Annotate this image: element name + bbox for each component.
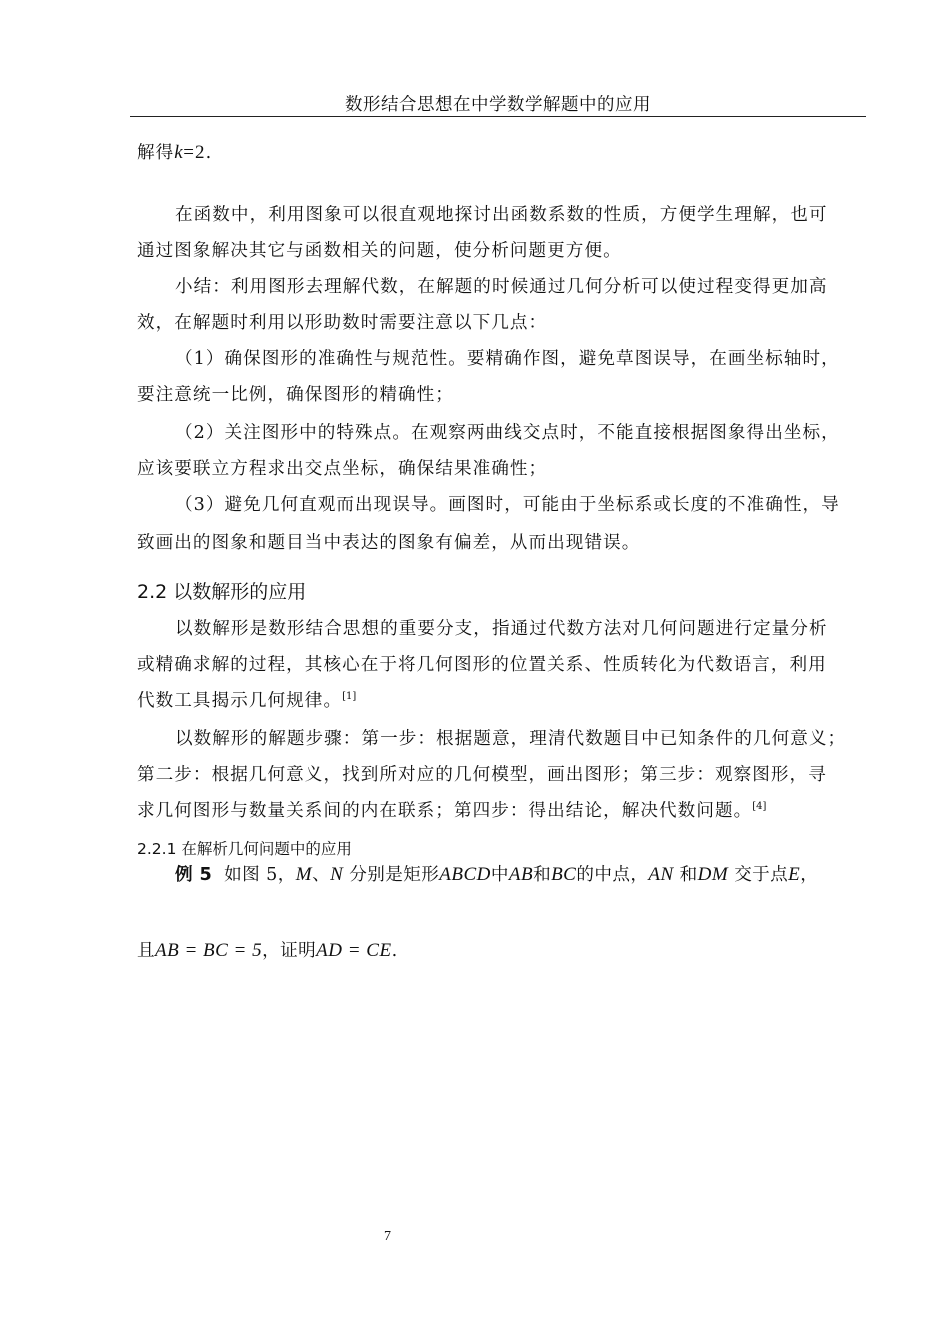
math-symbol: N [330,864,344,885]
citation: [1] [342,691,357,703]
point3-line1: （3）避免几何直观而出现误导。画图时，可能由于坐标系或长度的不准确性，导 [175,495,840,515]
example-text: . [391,941,398,961]
para2-line3 [137,687,356,712]
example-text: 和 [533,865,552,885]
example-text: 分别是矩形 [349,865,440,885]
math-condition: AB = BC = 5 [155,940,263,961]
example-text: 且 [137,941,155,961]
para2-line2: 或精确求解的过程，其核心在于将几何图形的位置关系、性质转化为代数语言，利用 [137,655,827,675]
para2-line3-text: 代数工具揭示几何规律。 [137,691,343,711]
header-rule [130,116,866,117]
point1-line1: （1）确保图形的准确性与规范性。要精确作图，避免草图误导，在画坐标轴时， [175,349,840,369]
solution-prefix: 解得 [137,143,175,163]
solution-line [137,139,212,164]
example-label: 例 5 [175,865,213,885]
solution-variable: k [174,142,184,163]
para3-line2: 第二步：根据几何意义，找到所对应的几何模型，画出图形；第三步：观察图形，寻 [137,765,827,785]
para3-line1: 以数解形的解题步骤：第一步：根据题意，理清代数题目中已知条件的几何意义； [175,729,847,749]
solution-end: . [205,143,213,163]
example-text: 和 [679,865,698,885]
section-2-2-heading: 2.2 以数解形的应用 [137,581,307,603]
example-text: 的中点， [576,865,649,885]
math-symbol: E [788,864,801,885]
point3-line2: 致画出的图象和题目当中表达的图象有偏差，从而出现错误。 [137,533,641,553]
example-text: ，证明 [262,941,317,961]
summary-line2: 效，在解题时利用以形助数时需要注意以下几点： [137,313,548,333]
math-symbol: ABCD [439,864,491,885]
example5-line2 [137,937,398,962]
citation: [4] [752,801,767,813]
point2-line1: （2）关注图形中的特殊点。在观察两曲线交点时，不能直接根据图象得出坐标， [175,423,840,443]
example-text: 如图 5， [224,865,296,885]
math-goal: AD = CE [316,940,392,961]
summary-line1: 小结：利用图形去理解代数，在解题的时候通过几何分析可以使过程变得更加高 [175,277,828,297]
para1-line1: 在函数中，利用图象可以很直观地探讨出函数系数的性质，方便学生理解，也可 [175,205,828,225]
math-symbol: M [295,864,313,885]
example-text: 、 [312,865,331,885]
math-symbol: BC [551,864,577,885]
math-symbol: AN [648,864,674,885]
example-text: ， [800,865,819,885]
example-text: 交于点 [734,865,789,885]
page-header: 数形结合思想在中学数学解题中的应用 [345,95,651,115]
para1-line2: 通过图象解决其它与函数相关的问题，使分析问题更方便。 [137,241,622,261]
example-text: 中 [490,865,509,885]
para2-line1: 以数解形是数形结合思想的重要分支，指通过代数方法对几何问题进行定量分析 [175,619,828,639]
example5-line1 [175,861,818,886]
math-symbol: DM [697,864,729,885]
para3-line3-text: 求几何图形与数量关系间的内在联系；第四步：得出结论，解决代数问题。 [137,801,753,821]
para3-line3 [137,797,766,822]
math-symbol: AB [508,864,534,885]
point2-line2: 应该要联立方程求出交点坐标，确保结果准确性； [137,459,548,479]
page-number: 7 [384,1229,391,1244]
solution-equation: =2 [183,142,206,163]
section-2-2-1-heading: 2.2.1 在解析几何问题中的应用 [137,840,352,858]
point1-line2: 要注意统一比例，确保图形的精确性； [137,385,454,405]
